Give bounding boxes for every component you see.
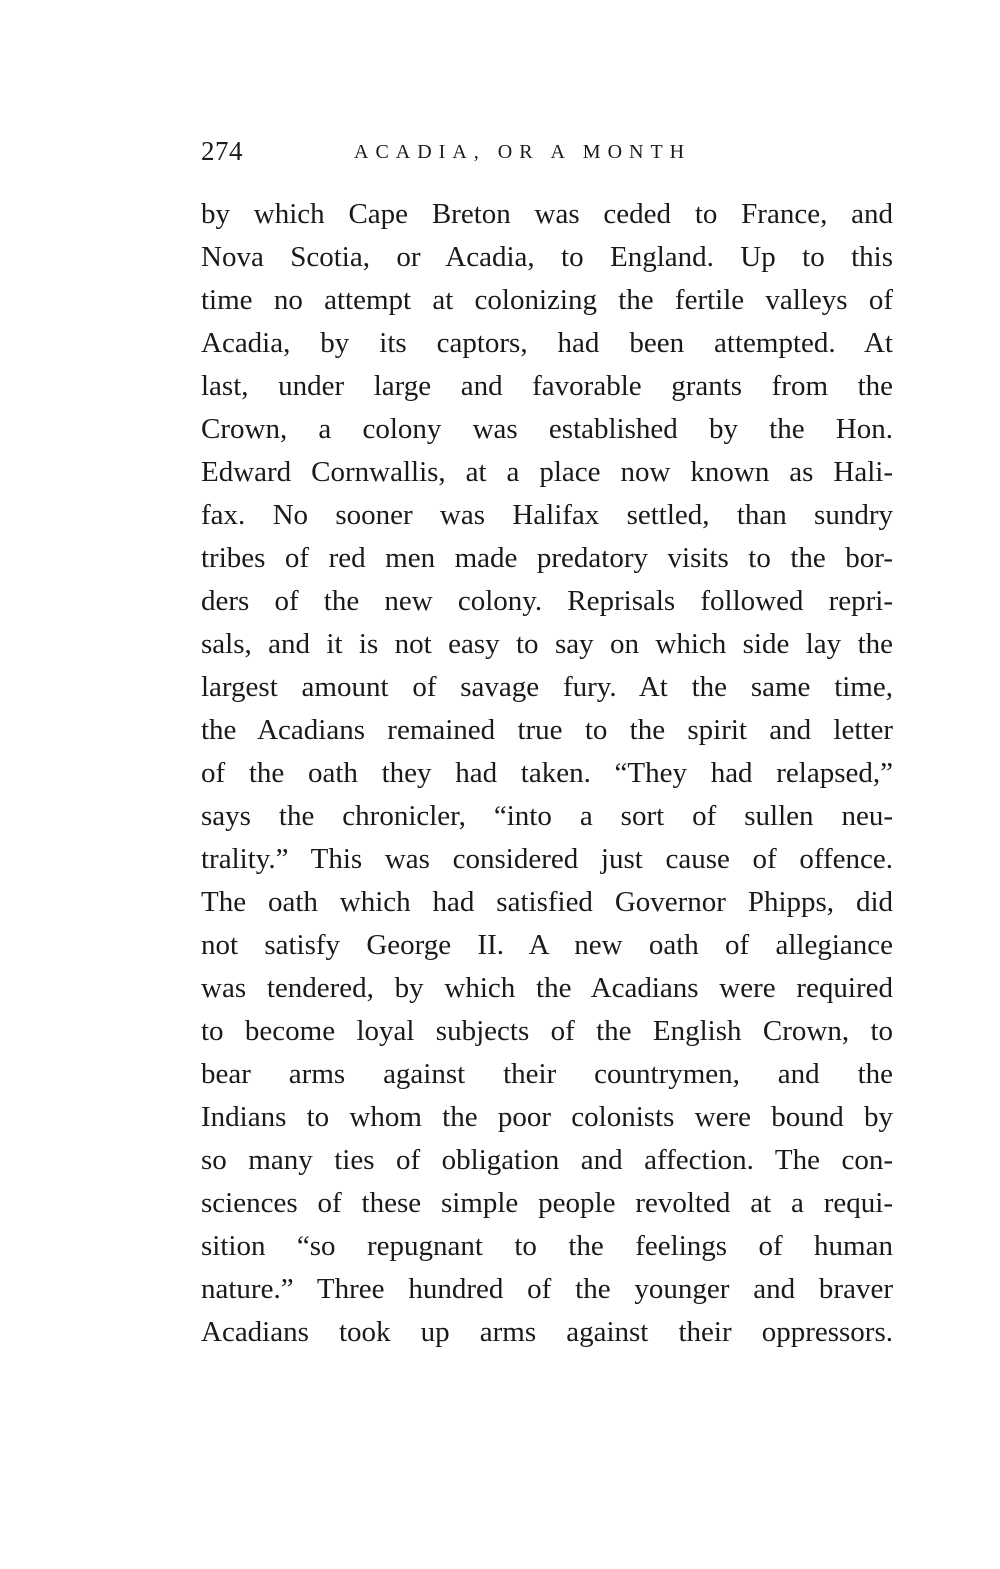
text-line: The oath which had satisfied Governor Phipps, did xyxy=(201,886,893,918)
text-line: was tendered, by which the Acadians were required xyxy=(201,972,893,1004)
text-line: Indians to whom the poor colonists were bound by xyxy=(201,1101,893,1133)
text-line: sition “so repugnant to the feelings of human xyxy=(201,1230,893,1262)
text-line: Edward Cornwallis, at a place now known as Hali- xyxy=(201,456,893,488)
text-line: fax. No sooner was Halifax settled, than sundry xyxy=(201,499,893,531)
text-line: bear arms against their countrymen, and the xyxy=(201,1058,893,1090)
text-line: the Acadians remained true to the spirit and letter xyxy=(201,714,893,746)
text-line: so many ties of obligation and affection. The con- xyxy=(201,1144,893,1176)
text-line: time no attempt at colonizing the fertile valleys of xyxy=(201,284,893,316)
text-line: nature.” Three hundred of the younger and braver xyxy=(201,1273,893,1305)
text-line: by which Cape Breton was ceded to France, and xyxy=(201,198,893,230)
running-head xyxy=(201,128,901,178)
text-line: sciences of these simple people revolted at a requi- xyxy=(201,1187,893,1219)
text-line: not satisfy George II. A new oath of allegiance xyxy=(201,929,893,961)
text-line: trality.” This was considered just cause of offence. xyxy=(201,843,893,875)
text-line: ders of the new colony. Reprisals followed repri- xyxy=(201,585,893,617)
text-line: sals, and it is not easy to say on which side lay the xyxy=(201,628,893,660)
text-line: Acadians took up arms against their oppressors. xyxy=(201,1316,893,1348)
text-line: largest amount of savage fury. At the same time, xyxy=(201,671,893,703)
text-line: to become loyal subjects of the English Crown, to xyxy=(201,1015,893,1047)
text-line: Crown, a colony was established by the Hon. xyxy=(201,413,893,445)
text-line: of the oath they had taken. “They had relapsed,” xyxy=(201,757,893,789)
page-number: 274 xyxy=(201,136,243,166)
text-line: Acadia, by its captors, had been attempted. At xyxy=(201,327,893,359)
text-line: last, under large and favorable grants from the xyxy=(201,370,893,402)
running-title: ACADIA, OR A MONTH xyxy=(354,141,692,163)
text-line: tribes of red men made predatory visits to the bor- xyxy=(201,542,893,574)
text-line: says the chronicler, “into a sort of sullen neu- xyxy=(201,800,893,832)
text-line: Nova Scotia, or Acadia, to England. Up to this xyxy=(201,241,893,273)
body-text xyxy=(201,193,893,1354)
